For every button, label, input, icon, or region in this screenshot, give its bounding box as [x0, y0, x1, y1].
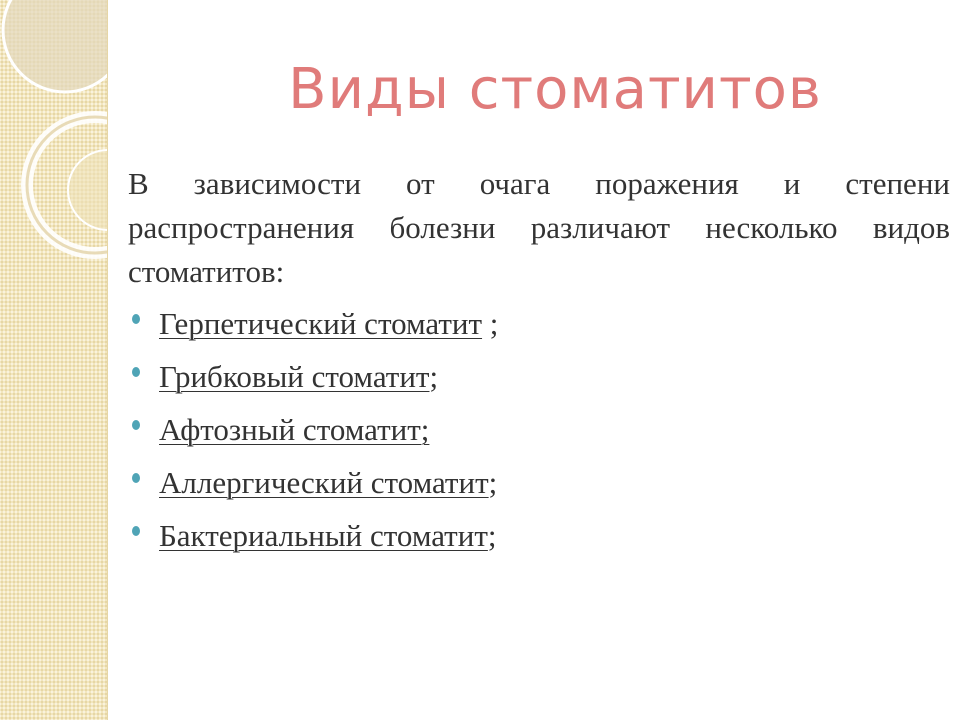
- list-item: [128, 514, 948, 567]
- list-item: [128, 355, 948, 408]
- bullet-icon: [132, 314, 140, 324]
- bullet-icon: [132, 526, 140, 536]
- stomatitis-types-list: [128, 302, 948, 567]
- list-item: [128, 461, 948, 514]
- slide-title: Виды стоматитов: [288, 57, 822, 122]
- item-punctuation: ;: [482, 306, 499, 341]
- list-item: [128, 408, 948, 461]
- bacterial-stomatitis-link[interactable]: Бактериальный стоматит: [159, 518, 488, 553]
- decorative-side-panel: [0, 0, 108, 720]
- fungal-stomatitis-link[interactable]: Грибковый стоматит: [159, 359, 430, 394]
- decorative-circles: [0, 0, 107, 720]
- bullet-icon: [132, 367, 140, 377]
- item-punctuation: ;: [488, 465, 498, 500]
- bullet-icon: [132, 420, 140, 430]
- bullet-icon: [132, 473, 140, 483]
- allergic-stomatitis-link[interactable]: Аллергический стоматит: [159, 465, 489, 500]
- herpetic-stomatitis-link[interactable]: Герпетический стоматит: [159, 306, 483, 341]
- item-punctuation: ;: [429, 359, 439, 394]
- intro-paragraph: В зависимости от очага поражения и степени распространения болезни различают несколько видов стоматитов:: [128, 166, 950, 289]
- list-item: [128, 302, 948, 355]
- aphthous-stomatitis-link[interactable]: Афтозный стоматит;: [159, 412, 430, 447]
- item-punctuation: ;: [487, 518, 497, 553]
